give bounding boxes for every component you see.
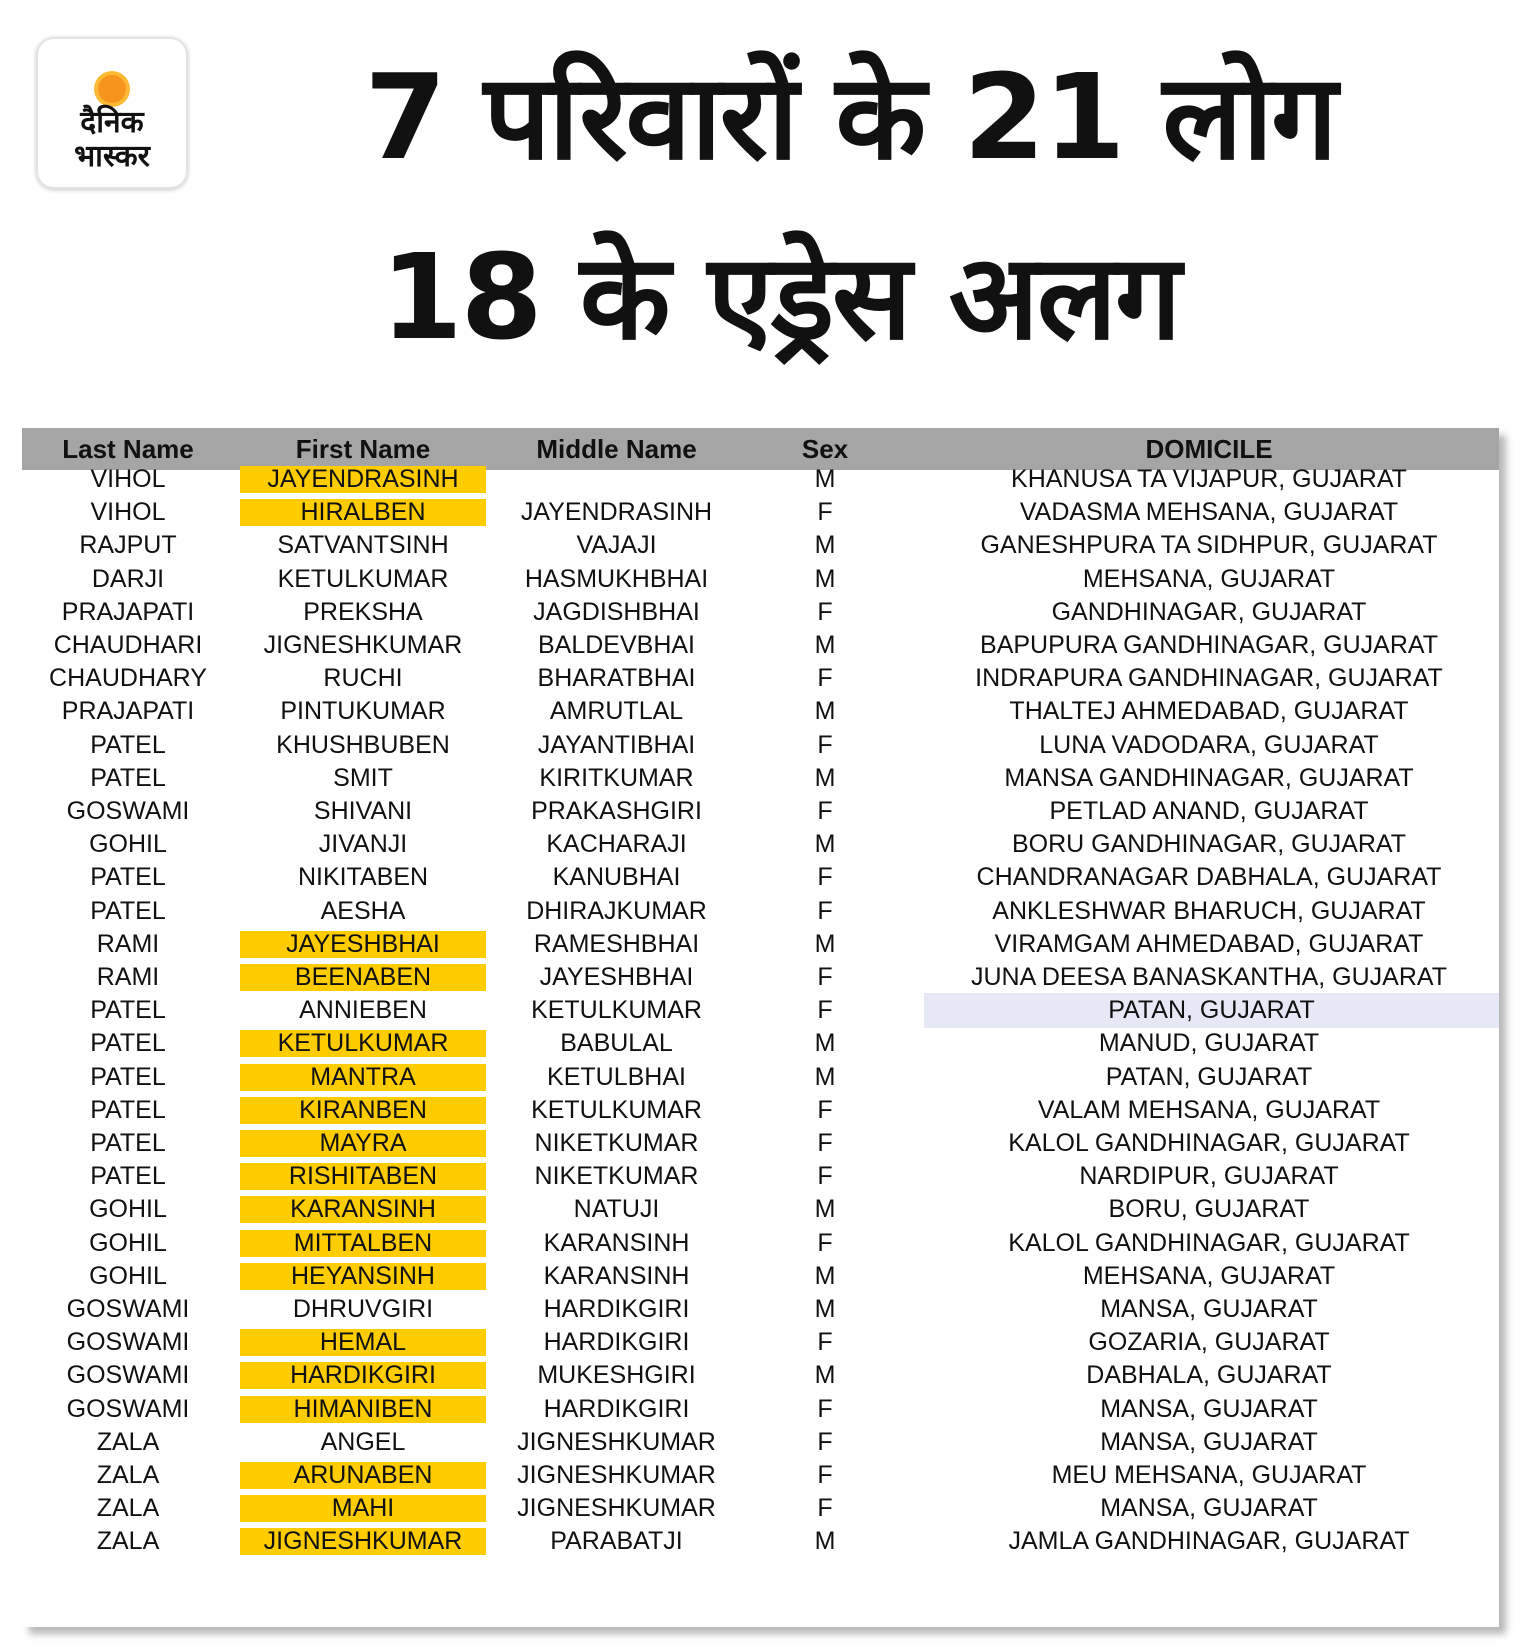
cell-first-name[interactable]: HIRALBEN: [240, 499, 486, 526]
table-row[interactable]: [22, 1060, 1499, 1095]
cell-first-name[interactable]: KIRANBEN: [240, 1097, 486, 1124]
table-row[interactable]: [22, 495, 1499, 530]
cell-last-name[interactable]: GOHIL: [89, 1228, 167, 1257]
cell-first-name[interactable]: PINTUKUMAR: [280, 697, 446, 726]
cell-sex[interactable]: M: [814, 465, 836, 493]
header-first-name[interactable]: First Name: [295, 434, 431, 464]
table-row[interactable]: [22, 927, 1499, 962]
table-row[interactable]: [22, 794, 1499, 829]
cell-middle-name[interactable]: BABULAL: [560, 1029, 673, 1058]
cell-domicile[interactable]: GANESHPURA TA SIDHPUR, GUJARAT: [980, 531, 1438, 560]
cell-last-name[interactable]: PATEL: [90, 996, 166, 1025]
cell-sex[interactable]: M: [814, 1361, 836, 1390]
cell-last-name[interactable]: CHAUDHARY: [49, 664, 207, 693]
table-row[interactable]: [22, 1392, 1499, 1427]
table-row[interactable]: [22, 1226, 1499, 1261]
cell-sex[interactable]: F: [817, 664, 833, 693]
cell-middle-name[interactable]: PARABATJI: [550, 1527, 683, 1556]
cell-sex[interactable]: F: [817, 1328, 833, 1357]
cell-domicile[interactable]: MANUD, GUJARAT: [1098, 1029, 1320, 1058]
cell-sex[interactable]: M: [814, 1062, 836, 1091]
cell-sex[interactable]: M: [814, 1261, 836, 1290]
cell-last-name[interactable]: GOSWAMI: [66, 1328, 190, 1357]
cell-domicile[interactable]: GOZARIA, GUJARAT: [1088, 1328, 1330, 1357]
cell-domicile[interactable]: GANDHINAGAR, GUJARAT: [1051, 597, 1367, 626]
table-row[interactable]: [22, 993, 1499, 1028]
cell-domicile[interactable]: ANKLESHWAR BHARUCH, GUJARAT: [992, 896, 1426, 925]
cell-middle-name[interactable]: BHARATBHAI: [537, 664, 696, 693]
table-row[interactable]: [22, 462, 1499, 497]
cell-sex[interactable]: M: [814, 1295, 836, 1323]
cell-last-name[interactable]: CHAUDHARI: [53, 631, 203, 659]
cell-last-name[interactable]: RAJPUT: [79, 531, 177, 560]
cell-first-name[interactable]: BEENABEN: [240, 964, 486, 991]
cell-first-name[interactable]: ANNIEBEN: [299, 996, 427, 1025]
table-row[interactable]: [22, 528, 1499, 563]
table-row[interactable]: [22, 1358, 1499, 1393]
table-row[interactable]: [22, 1325, 1499, 1360]
cell-sex[interactable]: F: [817, 963, 833, 991]
cell-middle-name[interactable]: HARDIKGIRI: [543, 1328, 690, 1357]
cell-first-name[interactable]: JIGNESHKUMAR: [240, 1528, 486, 1555]
cell-first-name[interactable]: AESHA: [320, 896, 406, 925]
cell-last-name[interactable]: GOSWAMI: [66, 1361, 190, 1390]
cell-middle-name[interactable]: HARDIKGIRI: [543, 1394, 690, 1423]
table-row[interactable]: [22, 960, 1499, 995]
cell-middle-name[interactable]: NATUJI: [573, 1195, 660, 1224]
cell-last-name[interactable]: PATEL: [90, 1062, 166, 1091]
table-row[interactable]: [22, 827, 1499, 862]
cell-sex[interactable]: M: [814, 631, 836, 659]
cell-middle-name[interactable]: JAGDISHBHAI: [533, 597, 700, 626]
cell-sex[interactable]: M: [814, 697, 836, 726]
cell-last-name[interactable]: PATEL: [90, 1129, 166, 1157]
cell-first-name[interactable]: HARDIKGIRI: [240, 1362, 486, 1389]
table-row[interactable]: [22, 595, 1499, 630]
cell-domicile[interactable]: PATAN, GUJARAT: [924, 993, 1499, 1028]
cell-sex[interactable]: M: [814, 830, 836, 859]
cell-domicile[interactable]: DABHALA, GUJARAT: [1086, 1361, 1332, 1390]
cell-middle-name[interactable]: KACHARAJI: [546, 830, 687, 859]
headline-line-2: 18 के एड्रेस अलग: [380, 228, 1180, 366]
cell-first-name[interactable]: ANGEL: [320, 1427, 406, 1456]
cell-sex[interactable]: M: [814, 1195, 836, 1224]
cell-middle-name[interactable]: MUKESHGIRI: [537, 1361, 696, 1390]
cell-domicile[interactable]: KALOL GANDHINAGAR, GUJARAT: [1008, 1228, 1410, 1257]
cell-middle-name[interactable]: KIRITKUMAR: [539, 763, 694, 792]
cell-domicile[interactable]: MANSA, GUJARAT: [1100, 1295, 1318, 1323]
cell-last-name[interactable]: GOSWAMI: [66, 1295, 190, 1323]
cell-middle-name[interactable]: BALDEVBHAI: [537, 631, 695, 659]
sun-icon: [98, 75, 126, 103]
cell-sex[interactable]: M: [814, 763, 836, 792]
cell-sex[interactable]: F: [817, 1394, 833, 1423]
cell-first-name[interactable]: DHRUVGIRI: [292, 1295, 434, 1323]
cell-sex[interactable]: F: [817, 730, 833, 759]
cell-domicile[interactable]: BAPUPURA GANDHINAGAR, GUJARAT: [980, 631, 1438, 659]
cell-first-name[interactable]: HEYANSINH: [240, 1263, 486, 1290]
table-row[interactable]: [22, 1126, 1499, 1161]
logo-line-2: भास्कर: [74, 139, 150, 174]
cell-last-name[interactable]: ZALA: [96, 1494, 160, 1523]
cell-sex[interactable]: F: [817, 996, 833, 1025]
cell-sex[interactable]: F: [817, 1095, 833, 1124]
cell-domicile[interactable]: MANSA, GUJARAT: [1100, 1494, 1318, 1523]
cell-sex[interactable]: F: [817, 1162, 833, 1191]
cell-domicile[interactable]: MANSA, GUJARAT: [1100, 1394, 1318, 1423]
cell-last-name[interactable]: PATEL: [90, 1162, 166, 1191]
cell-last-name[interactable]: PATEL: [90, 763, 166, 792]
cell-sex[interactable]: F: [817, 1461, 833, 1489]
table-row[interactable]: [22, 860, 1499, 895]
table-row[interactable]: [22, 562, 1499, 597]
cell-middle-name[interactable]: RAMESHBHAI: [533, 929, 700, 958]
cell-last-name[interactable]: PATEL: [90, 1029, 166, 1058]
table-row[interactable]: [22, 1292, 1499, 1327]
cell-sex[interactable]: M: [814, 929, 836, 958]
headline-line-1: 7 परिवारों के 21 लोग: [364, 48, 1336, 186]
cell-first-name[interactable]: KHUSHBUBEN: [276, 730, 450, 759]
cell-middle-name[interactable]: [489, 462, 744, 497]
cell-last-name[interactable]: PRAJAPATI: [61, 597, 195, 626]
cell-last-name[interactable]: ZALA: [96, 1527, 160, 1556]
spreadsheet-table: [22, 428, 1499, 1627]
cell-domicile[interactable]: JUNA DEESA BANASKANTHA, GUJARAT: [970, 963, 1448, 991]
cell-last-name[interactable]: RAMI: [96, 929, 160, 958]
cell-middle-name[interactable]: JAYENDRASINH: [520, 498, 713, 527]
table-row[interactable]: [22, 694, 1499, 729]
cell-domicile[interactable]: PATAN, GUJARAT: [1105, 1062, 1313, 1091]
table-row[interactable]: [22, 728, 1499, 763]
cell-domicile[interactable]: VADASMA MEHSANA, GUJARAT: [1019, 498, 1399, 527]
cell-middle-name[interactable]: KETULBHAI: [547, 1062, 686, 1091]
cell-first-name[interactable]: SATVANTSINH: [277, 531, 449, 560]
cell-sex[interactable]: F: [817, 863, 833, 892]
cell-last-name[interactable]: PATEL: [90, 730, 166, 759]
cell-domicile[interactable]: THALTEJ AHMEDABAD, GUJARAT: [1009, 697, 1409, 726]
cell-middle-name[interactable]: AMRUTLAL: [549, 697, 684, 726]
cell-domicile[interactable]: MEHSANA, GUJARAT: [1082, 1261, 1336, 1290]
cell-last-name[interactable]: VIHOL: [90, 498, 166, 527]
cell-middle-name[interactable]: NIKETKUMAR: [534, 1162, 699, 1191]
cell-sex[interactable]: F: [817, 1494, 833, 1523]
cell-first-name[interactable]: SHIVANI: [313, 797, 413, 825]
cell-domicile[interactable]: KHANUSA TA VIJAPUR, GUJARAT: [1011, 465, 1407, 493]
cell-first-name[interactable]: KETULKUMAR: [277, 564, 449, 593]
cell-first-name[interactable]: HEMAL: [240, 1329, 486, 1356]
cell-sex[interactable]: M: [814, 564, 836, 593]
cell-middle-name[interactable]: KANUBHAI: [552, 863, 681, 892]
cell-middle-name[interactable]: JIGNESHKUMAR: [517, 1494, 716, 1523]
cell-sex[interactable]: M: [814, 1029, 836, 1058]
table-row[interactable]: [22, 1524, 1499, 1559]
cell-middle-name[interactable]: KARANSINH: [543, 1228, 690, 1257]
cell-last-name[interactable]: GOHIL: [89, 1195, 167, 1224]
header-middle-name[interactable]: Middle Name: [536, 434, 697, 464]
cell-last-name[interactable]: ZALA: [96, 1461, 160, 1489]
cell-middle-name[interactable]: VAJAJI: [576, 531, 657, 560]
cell-sex[interactable]: F: [817, 896, 833, 925]
cell-last-name[interactable]: RAMI: [96, 963, 160, 991]
table-row[interactable]: [22, 1192, 1499, 1227]
dainik-bhaskar-logo: [36, 37, 188, 189]
cell-middle-name[interactable]: JAYANTIBHAI: [537, 730, 696, 759]
table-row[interactable]: [22, 1026, 1499, 1061]
table-row[interactable]: [22, 1491, 1499, 1526]
cell-middle-name[interactable]: KARANSINH: [543, 1261, 690, 1290]
header-domicile[interactable]: DOMICILE: [1145, 434, 1273, 464]
cell-middle-name[interactable]: DHIRAJKUMAR: [526, 896, 707, 925]
cell-domicile[interactable]: PETLAD ANAND, GUJARAT: [1049, 797, 1369, 825]
cell-first-name[interactable]: KARANSINH: [240, 1196, 486, 1223]
cell-first-name[interactable]: MAYRA: [240, 1130, 486, 1157]
cell-domicile[interactable]: CHANDRANAGAR DABHALA, GUJARAT: [976, 863, 1442, 892]
cell-middle-name[interactable]: NIKETKUMAR: [534, 1129, 699, 1157]
cell-first-name[interactable]: JAYENDRASINH: [240, 466, 486, 493]
table-row[interactable]: [22, 894, 1499, 929]
cell-first-name[interactable]: MAHI: [240, 1495, 486, 1522]
cell-first-name[interactable]: JIVANJI: [318, 830, 408, 859]
table-row[interactable]: [22, 628, 1499, 663]
cell-domicile[interactable]: LUNA VADODARA, GUJARAT: [1039, 730, 1379, 759]
cell-last-name[interactable]: GOHIL: [89, 830, 167, 859]
cell-domicile[interactable]: MEU MEHSANA, GUJARAT: [1051, 1461, 1367, 1489]
cell-last-name[interactable]: DARJI: [91, 564, 165, 593]
cell-last-name[interactable]: GOSWAMI: [66, 1394, 190, 1423]
cell-first-name[interactable]: JIGNESHKUMAR: [263, 631, 463, 659]
cell-last-name[interactable]: PRAJAPATI: [61, 697, 195, 726]
cell-middle-name[interactable]: JIGNESHKUMAR: [517, 1461, 716, 1489]
cell-sex[interactable]: F: [817, 1129, 833, 1157]
header-last-name[interactable]: Last Name: [62, 434, 194, 464]
cell-last-name[interactable]: PATEL: [90, 1095, 166, 1124]
cell-first-name[interactable]: ARUNABEN: [240, 1462, 486, 1489]
cell-domicile[interactable]: JAMLA GANDHINAGAR, GUJARAT: [1008, 1527, 1410, 1556]
cell-domicile[interactable]: KALOL GANDHINAGAR, GUJARAT: [1008, 1129, 1410, 1157]
cell-domicile[interactable]: MEHSANA, GUJARAT: [1082, 564, 1336, 593]
cell-domicile[interactable]: VIRAMGAM AHMEDABAD, GUJARAT: [994, 929, 1424, 958]
cell-middle-name[interactable]: KETULKUMAR: [531, 1095, 702, 1124]
cell-first-name[interactable]: RISHITABEN: [240, 1163, 486, 1190]
table-row[interactable]: [22, 1159, 1499, 1194]
table-row[interactable]: [22, 1093, 1499, 1128]
table-row[interactable]: [22, 1425, 1499, 1460]
cell-last-name[interactable]: GOHIL: [89, 1261, 167, 1290]
cell-domicile[interactable]: MANSA, GUJARAT: [1100, 1427, 1318, 1456]
cell-sex[interactable]: F: [817, 1427, 833, 1456]
cell-middle-name[interactable]: KETULKUMAR: [531, 996, 702, 1025]
logo-line-1: दैनिक: [80, 105, 144, 140]
cell-last-name[interactable]: GOSWAMI: [66, 797, 190, 825]
cell-middle-name[interactable]: JAYESHBHAI: [539, 963, 694, 991]
table-row[interactable]: [22, 661, 1499, 696]
cell-sex[interactable]: F: [817, 597, 833, 626]
table-row[interactable]: [22, 1458, 1499, 1493]
cell-sex[interactable]: F: [817, 1228, 833, 1257]
cell-domicile[interactable]: MANSA GANDHINAGAR, GUJARAT: [1004, 763, 1414, 792]
cell-middle-name[interactable]: PRAKASHGIRI: [531, 797, 702, 825]
cell-domicile[interactable]: NARDIPUR, GUJARAT: [1079, 1162, 1339, 1191]
cell-first-name[interactable]: NIKITABEN: [297, 863, 429, 892]
cell-first-name[interactable]: JAYESHBHAI: [240, 931, 486, 958]
cell-middle-name[interactable]: HARDIKGIRI: [543, 1295, 690, 1323]
cell-domicile[interactable]: INDRAPURA GANDHINAGAR, GUJARAT: [975, 664, 1443, 693]
cell-sex[interactable]: M: [814, 531, 836, 560]
cell-middle-name[interactable]: HASMUKHBHAI: [524, 564, 709, 593]
cell-first-name[interactable]: KETULKUMAR: [240, 1030, 486, 1057]
cell-domicile[interactable]: VALAM MEHSANA, GUJARAT: [1037, 1095, 1381, 1124]
cell-middle-name[interactable]: JIGNESHKUMAR: [517, 1427, 716, 1456]
cell-sex[interactable]: M: [814, 1527, 836, 1556]
table-row[interactable]: [22, 761, 1499, 796]
cell-last-name[interactable]: ZALA: [96, 1427, 160, 1456]
header-sex[interactable]: Sex: [801, 434, 849, 464]
cell-last-name[interactable]: PATEL: [90, 896, 166, 925]
cell-first-name[interactable]: RUCHI: [323, 664, 403, 693]
cell-first-name[interactable]: PREKSHA: [303, 597, 423, 626]
cell-last-name[interactable]: VIHOL: [90, 465, 166, 493]
cell-first-name[interactable]: HIMANIBEN: [240, 1396, 486, 1423]
cell-domicile[interactable]: BORU, GUJARAT: [1108, 1195, 1310, 1224]
cell-first-name[interactable]: MANTRA: [240, 1064, 486, 1091]
table-row[interactable]: [22, 1259, 1499, 1294]
cell-sex[interactable]: F: [817, 797, 833, 825]
cell-sex[interactable]: F: [817, 498, 833, 527]
cell-first-name[interactable]: SMIT: [333, 763, 393, 792]
cell-domicile[interactable]: BORU GANDHINAGAR, GUJARAT: [1011, 830, 1407, 859]
cell-last-name[interactable]: PATEL: [90, 863, 166, 892]
cell-first-name[interactable]: MITTALBEN: [240, 1230, 486, 1257]
